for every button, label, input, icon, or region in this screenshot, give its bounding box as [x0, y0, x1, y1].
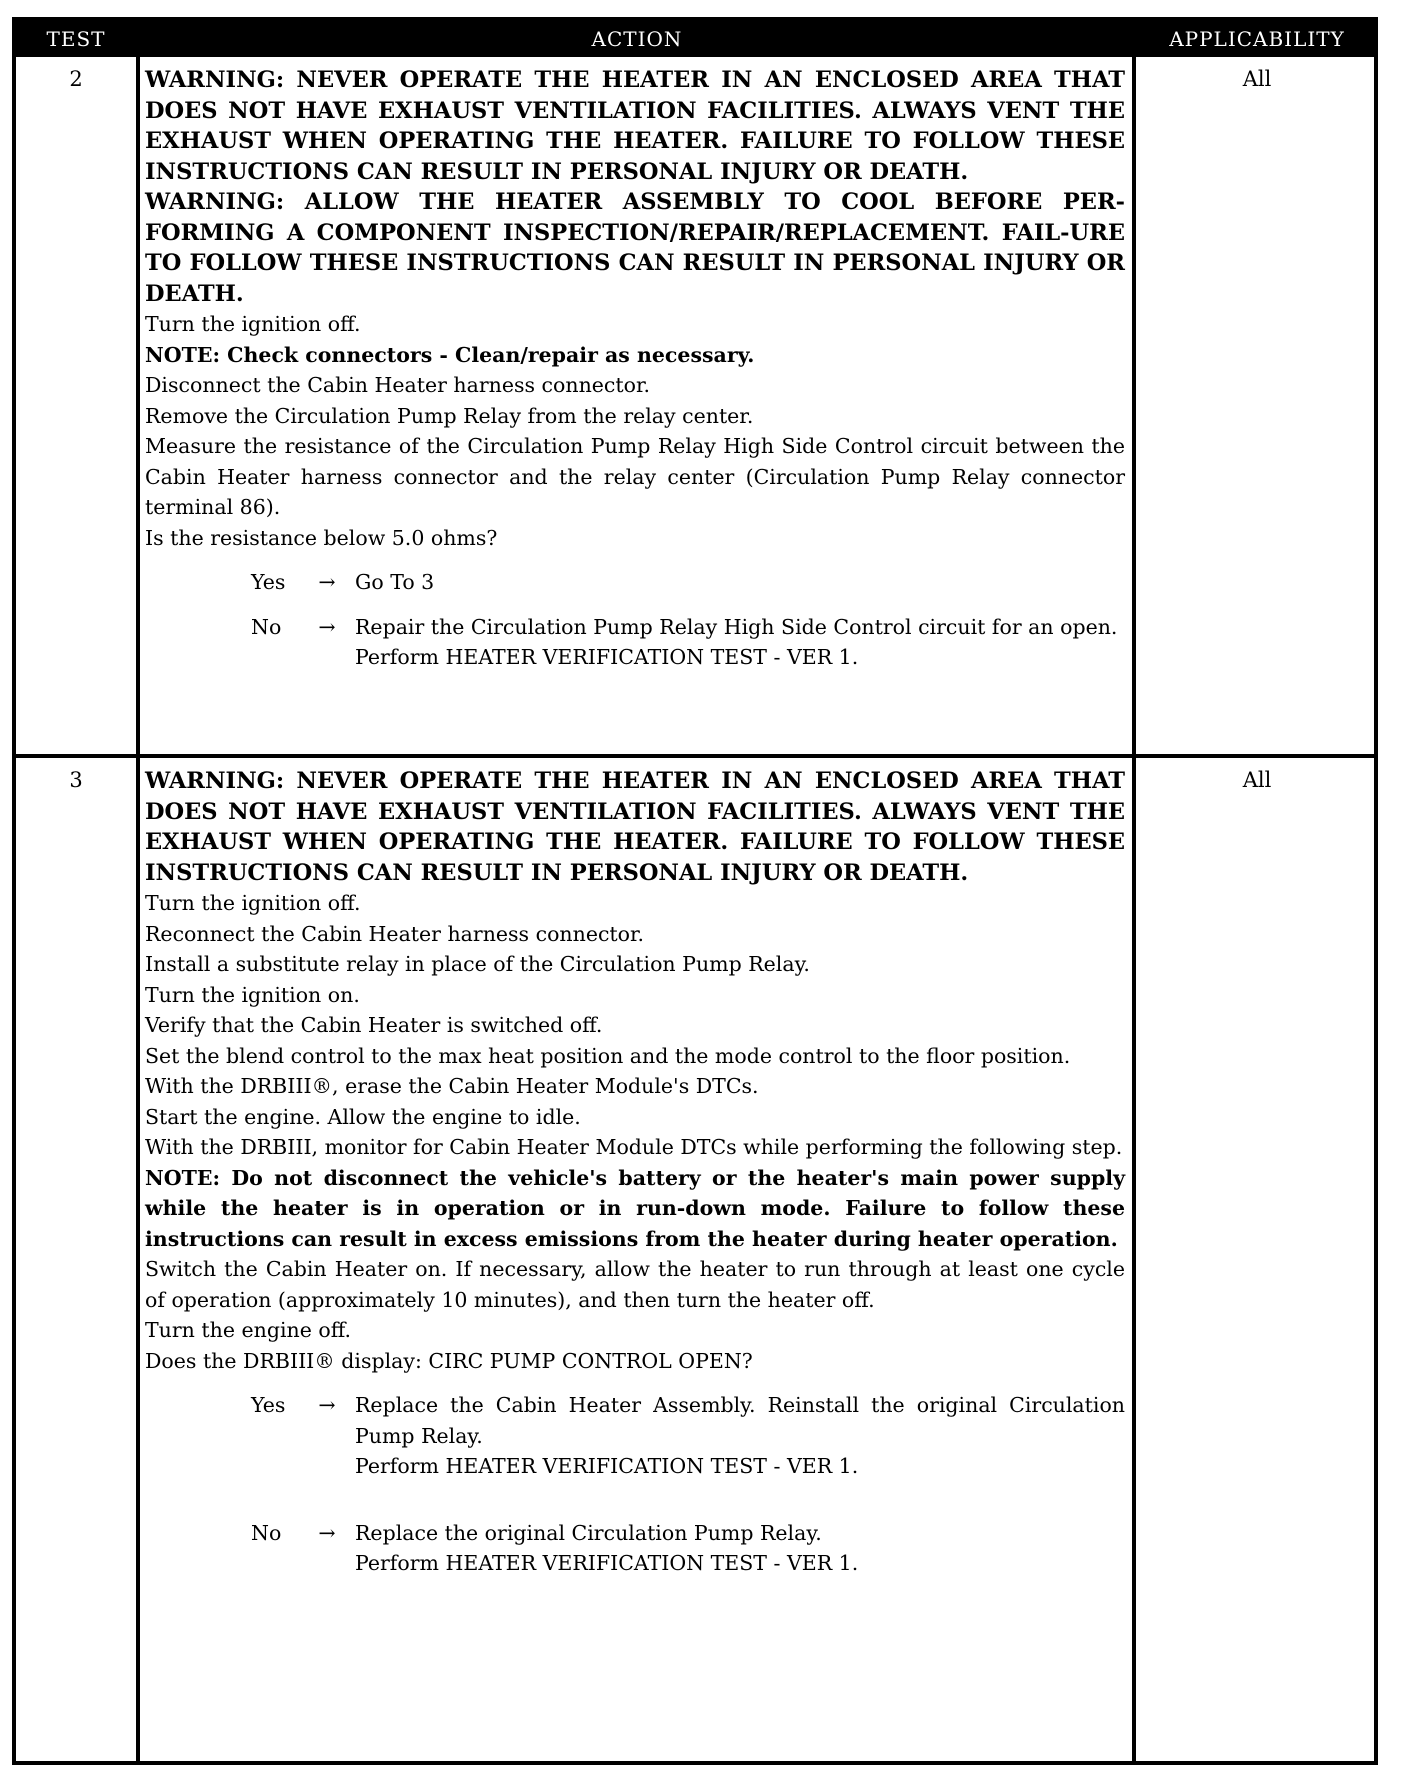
step-text: Install a substitute relay in place of the Circulation Pump Relay. — [145, 952, 810, 976]
no-label: No — [251, 614, 282, 639]
step-text: Reconnect the Cabin Heater harness connector. — [145, 921, 645, 946]
header-applicability: APPLICABILITY — [1169, 27, 1345, 51]
branch-text: Go To 3 — [355, 570, 435, 594]
step-text: Switch the Cabin Heater on. If necessary, allow the heater to run through at least one cycle of operation (approximately 10 minutes), and then turn the heater off. — [145, 1257, 1125, 1312]
yes-label: Yes — [251, 570, 286, 594]
step-text: Turn the engine off. — [145, 1318, 352, 1342]
header-action: ACTION — [591, 27, 683, 51]
table-row — [16, 758, 1374, 1765]
table-header — [16, 21, 1374, 57]
step-text: Turn the ignition off. — [145, 891, 361, 915]
table-row — [16, 57, 1374, 754]
step-text: Remove the Circulation Pump Relay from the relay center. — [145, 403, 754, 428]
branch-text: Replace the Cabin Heater Assembly. Reinstall the original Circulation Pump Relay. — [355, 1393, 1125, 1448]
no-branch — [251, 1518, 1125, 1579]
step-text: With the DRBIII®, erase the Cabin Heater Module's DTCs. — [145, 1074, 759, 1098]
branch-text: Replace the original Circulation Pump Relay. — [355, 1520, 822, 1545]
step-text: Turn the ignition off. — [145, 312, 361, 336]
test-number: 3 — [69, 768, 83, 792]
right-arrow-icon: → — [318, 1393, 336, 1417]
note-text: NOTE: Check connectors - Clean/repair as necessary. — [145, 342, 755, 367]
branch-text: Repair the Circulation Pump Relay High Side Control circuit for an open. — [355, 614, 1118, 639]
yes-branch — [251, 1390, 1125, 1482]
branch-text: Perform HEATER VERIFICATION TEST - VER 1. — [355, 645, 859, 669]
diagnostic-table — [12, 17, 1378, 1765]
note-text: NOTE: Do not disconnect the vehicle's battery or the heater's main power supply while the heater is in operation or in run-down mode. Failure to follow these instructions can result in excess emissions from the heater during heater operation. — [145, 1165, 1125, 1251]
action-cell — [145, 766, 1125, 1579]
action-cell — [145, 65, 1125, 673]
step-text: Verify that the Cabin Heater is switched off. — [145, 1013, 603, 1037]
yes-branch — [251, 567, 1125, 598]
test-number: 2 — [69, 67, 83, 91]
step-text: Turn the ignition on. — [145, 982, 360, 1007]
step-text: Measure the resistance of the Circulation Pump Relay High Side Control circuit between the Cabin Heater harness connector and the relay center (Circulation Pump Relay connector terminal 86). — [145, 434, 1125, 519]
step-text: Start the engine. Allow the engine to idle. — [145, 1104, 581, 1129]
step-text: Disconnect the Cabin Heater harness connector. — [145, 373, 651, 397]
yes-label: Yes — [251, 1393, 286, 1417]
no-branch — [251, 612, 1125, 673]
step-text: With the DRBIII, monitor for Cabin Heater Module DTCs while performing the following step. — [145, 1135, 1123, 1159]
question-text: Does the DRBIII® display: CIRC PUMP CONTROL OPEN? — [145, 1348, 753, 1373]
right-arrow-icon: → — [318, 1520, 336, 1545]
question-text: Is the resistance below 5.0 ohms? — [145, 525, 498, 550]
branch-text: Perform HEATER VERIFICATION TEST - VER 1. — [355, 1551, 859, 1575]
applicability-value: All — [1242, 67, 1272, 91]
warning-text: WARNING: ALLOW THE HEATER ASSEMBLY TO COOL BEFORE PER-FORMING A COMPONENT INSPECTION/REPAIR/REPLACEMENT. FAIL-URE TO FOLLOW THESE INSTRUCTIONS CAN RESULT IN PERSONAL INJURY OR DEATH. — [145, 189, 1125, 307]
step-text: Set the blend control to the max heat position and the mode control to the floor position. — [145, 1043, 1071, 1068]
warning-text: WARNING: NEVER OPERATE THE HEATER IN AN ENCLOSED AREA THAT DOES NOT HAVE EXHAUST VENTILATION FACILITIES. ALWAYS VENT THE EXHAUST WHEN OPERATING THE HEATER. FAILURE TO FOLLOW THESE INSTRUCTIONS CAN RESULT IN PERSONAL INJURY OR DEATH. — [145, 67, 1125, 185]
header-test: TEST — [46, 27, 106, 51]
no-label: No — [251, 1520, 282, 1545]
warning-text: WARNING: NEVER OPERATE THE HEATER IN AN ENCLOSED AREA THAT DOES NOT HAVE EXHAUST VENTILATION FACILITIES. ALWAYS VENT THE EXHAUST WHEN OPERATING THE HEATER. FAILURE TO FOLLOW THESE INSTRUCTIONS CAN RESULT IN PERSONAL INJURY OR DEATH. — [145, 768, 1125, 886]
right-arrow-icon: → — [318, 570, 336, 594]
branch-text: Perform HEATER VERIFICATION TEST - VER 1. — [355, 1454, 859, 1478]
right-arrow-icon: → — [318, 614, 336, 639]
applicability-value: All — [1242, 768, 1272, 792]
